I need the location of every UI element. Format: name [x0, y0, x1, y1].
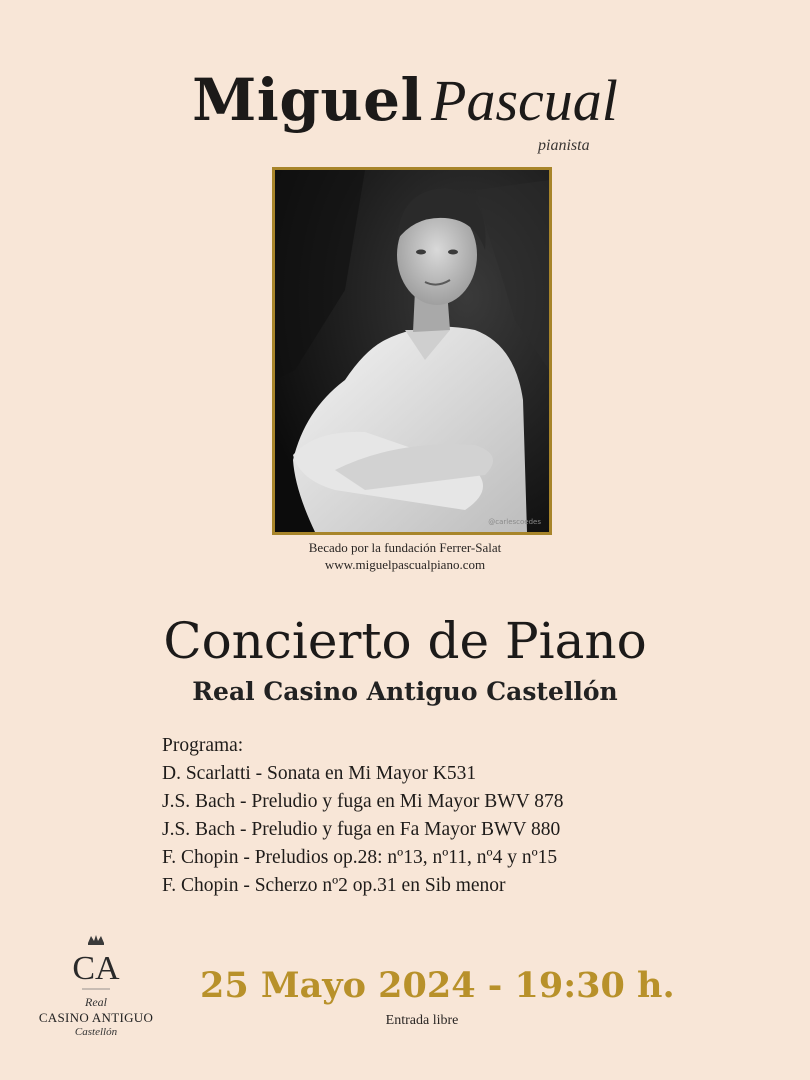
logo-line-casino: CASINO ANTIGUO	[38, 1010, 154, 1025]
program-heading: Programa:	[162, 735, 244, 756]
artist-name	[0, 66, 810, 134]
program-item: F. Chopin - Preludios op.28: nº13, nº11, nº4 y nº15	[162, 847, 558, 868]
artist-role: pianista	[538, 137, 590, 154]
admission-info: Entrada libre	[385, 1013, 459, 1028]
scholarship-caption: Becado por la fundación Ferrer-Salat	[308, 540, 502, 555]
program-list	[162, 732, 722, 900]
concert-date-time: 25 Mayo 2024 - 19:30 h.	[200, 965, 675, 1006]
venue-name: Real Casino Antiguo Castellón	[192, 677, 618, 706]
program-item: J.S. Bach - Preludio y fuga en Fa Mayor BWV 880	[162, 819, 561, 840]
program-item: J.S. Bach - Preludio y fuga en Mi Mayor BWV 878	[162, 791, 564, 812]
casino-logo	[22, 933, 170, 1053]
photo-credit: @carlescoedes	[488, 518, 541, 526]
concert-title: Concierto de Piano	[163, 612, 647, 670]
program-item: D. Scarlatti - Sonata en Mi Mayor K531	[162, 763, 477, 784]
logo-line-real: Real	[85, 995, 107, 1009]
logo-line-city: Castellón	[74, 1026, 118, 1038]
website-caption: www.miguelpascualpiano.com	[324, 557, 486, 572]
artist-first-name: Miguel	[192, 66, 424, 134]
logo-monogram: CA	[72, 950, 120, 987]
crown-monogram-icon	[66, 933, 126, 995]
pianist-portrait-image	[275, 170, 549, 532]
program-item: F. Chopin - Scherzo nº2 op.31 en Sib menor	[162, 875, 506, 896]
artist-last-name: Pascual	[431, 68, 618, 133]
artist-photo	[272, 167, 552, 535]
